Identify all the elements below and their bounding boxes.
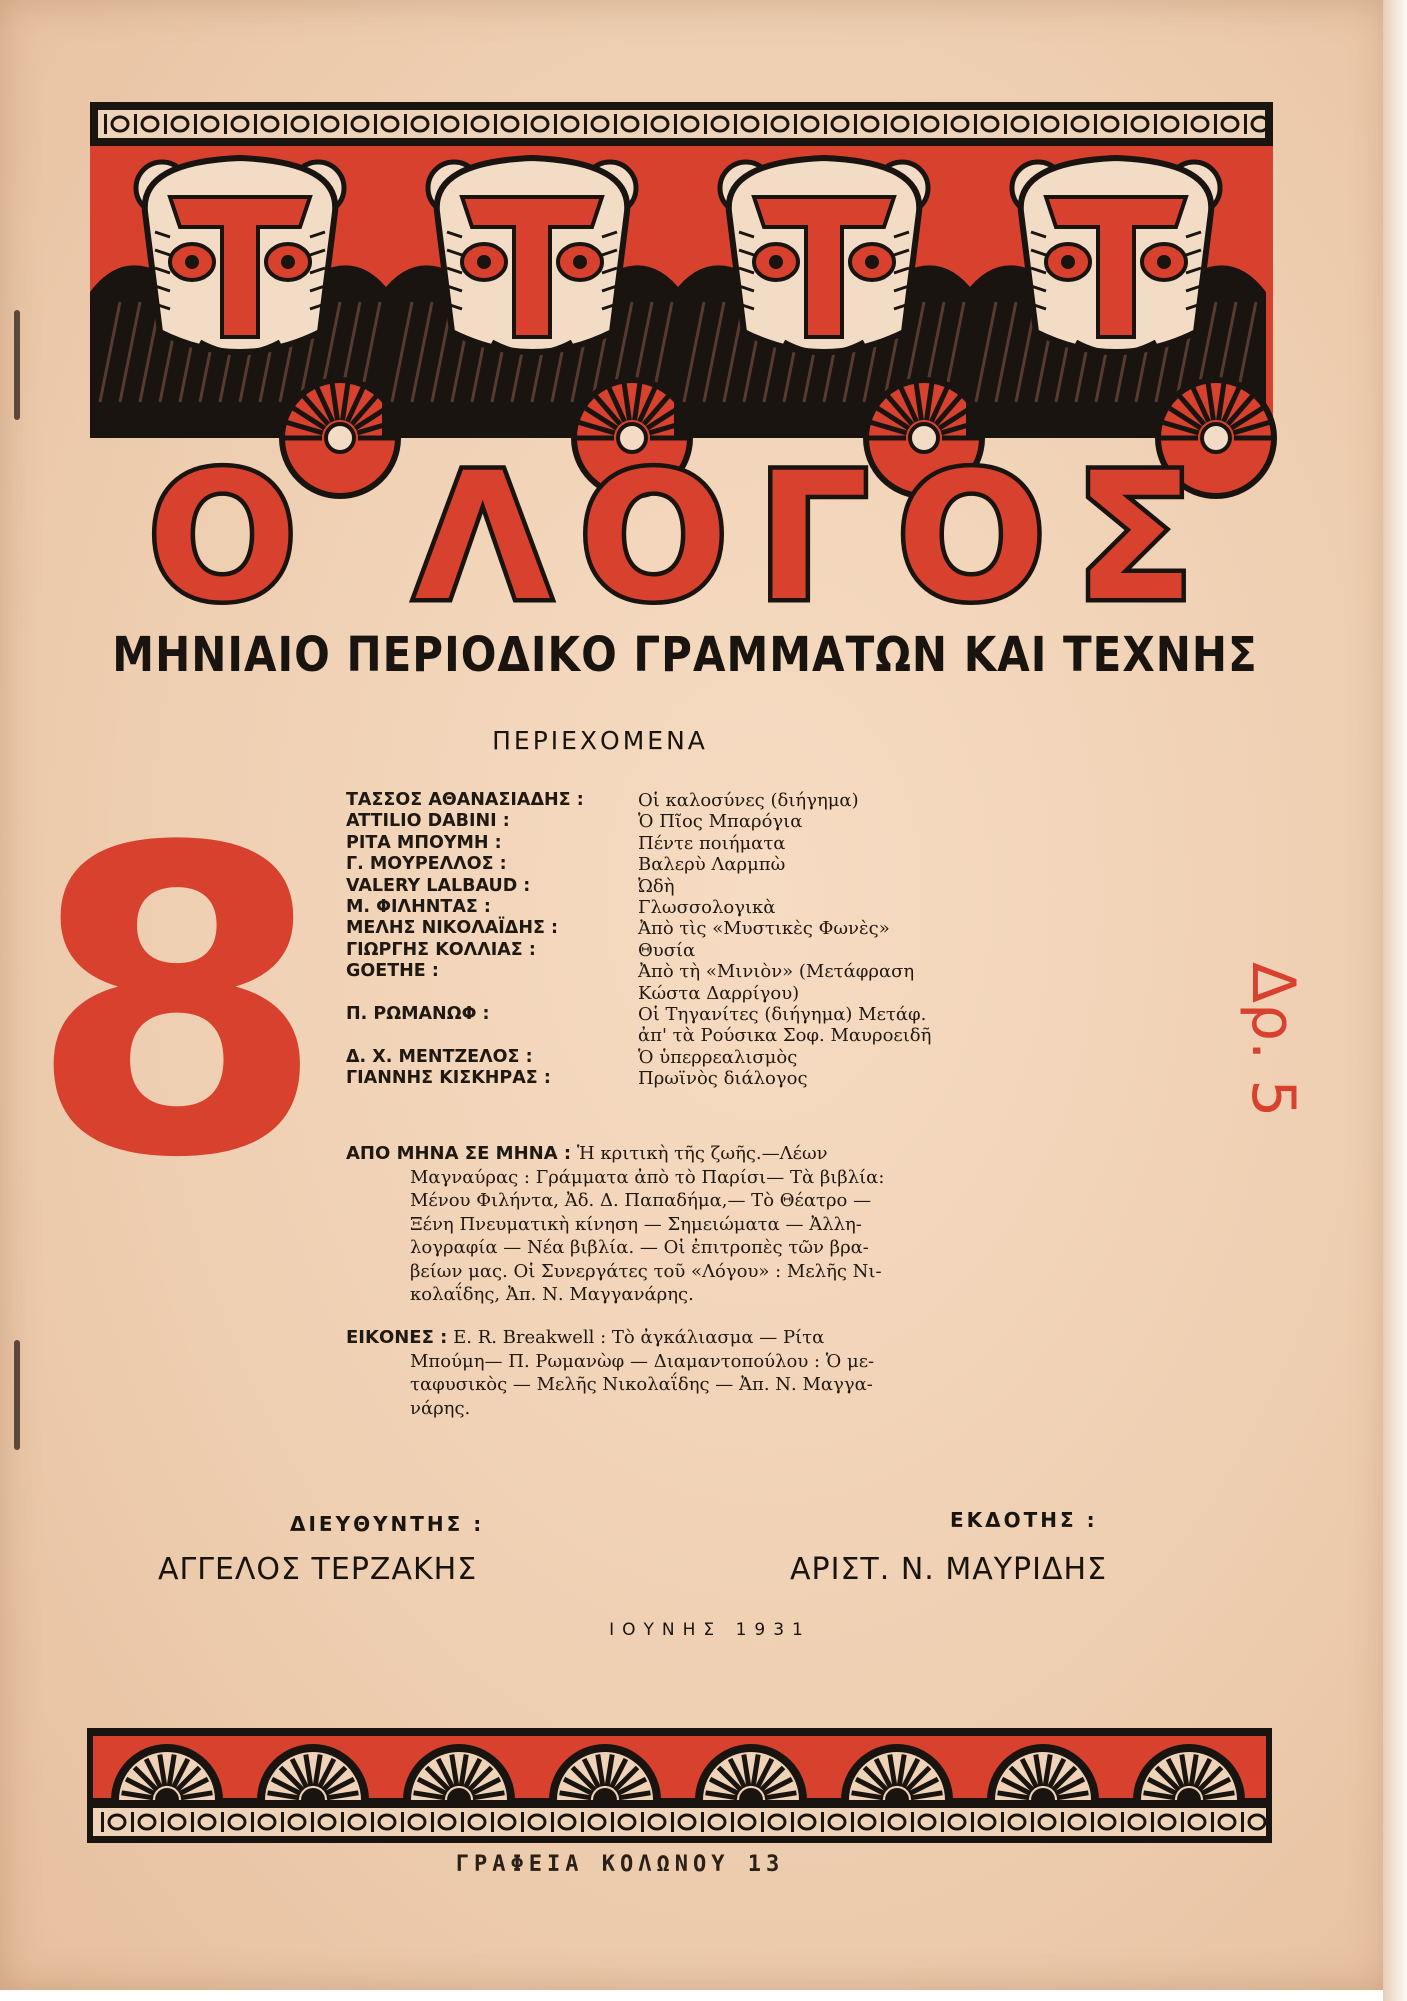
toc-entry <box>346 811 1006 832</box>
toc-title: Οἱ Τηγανίτες (διήγημα) Μετάφ. <box>638 1004 927 1026</box>
toc-title: Ἀπὸ τὶς «Μυστικὲς Φωνὲς» <box>638 918 890 940</box>
toc-author: ΤΑΣΣΟΣ ΑΘΑΝΑΣΙΑΔΗΣ : <box>346 790 584 810</box>
bottom-frieze <box>87 1728 1272 1843</box>
section-label: ΑΠΟ ΜΗΝΑ ΣΕ ΜΗΝΑ : <box>346 1143 572 1164</box>
lion-head-frieze <box>90 102 1273 438</box>
toc-author: Γ. ΜΟΥΡΕΛΛΟΣ : <box>346 854 507 875</box>
section-text: βείων μας. Οἱ Συνεργάτες τοῦ «Λόγου» : Μελῆς Νι- <box>410 1260 882 1282</box>
toc-author: VALERY LALBAUD : <box>346 875 531 896</box>
toc-author: ΡΙΤΑ ΜΠΟΥΜΗ : <box>346 832 502 853</box>
contents-heading: ΠΕΡΙΕΧΟΜΕΝΑ <box>492 726 708 755</box>
toc-author: ΓΙΑΝΝΗΣ ΚΙΣΚΗΡΑΣ : <box>346 1068 551 1089</box>
masthead-title <box>105 435 1265 640</box>
toc-entry <box>346 1047 1006 1068</box>
toc-author: GOETHE : <box>346 961 439 982</box>
toc-author <box>346 983 638 1004</box>
toc-entry <box>346 833 1006 854</box>
svg-text:Δρ. 5: Δρ. 5 <box>1238 962 1308 1118</box>
toc-entry <box>346 961 1006 982</box>
offices-address: ΓΡΑΦΕΙΑ ΚΟΛΩΝΟΥ 13 <box>455 1852 785 1877</box>
section-text: ταφυσικὸς — Μελῆς Νικολαΐδης — Ἀπ. Ν. Μαγγα- <box>410 1374 873 1395</box>
toc-title: Ὠδὴ <box>638 875 675 897</box>
toc-title: Πρωϊνὸς διάλογος <box>638 1068 808 1090</box>
table-of-contents <box>346 790 1006 1090</box>
toc-entry <box>346 876 1006 897</box>
toc-title: Ὁ ὑπερρεαλισμὸς <box>638 1046 798 1068</box>
toc-entry <box>346 983 1006 1004</box>
masthead-subtitle: ΜΗΝΙΑΙΟ ΠΕΡΙΟΔΙΚΟ ΓΡΑΜΜΑΤΩΝ ΚΑΙ ΤΕΧΝΗΣ <box>112 626 1258 683</box>
section-text: Μαγναύρας : Γράμματα ἀπὸ τὸ Παρίσι— Τὰ βιβλία: <box>410 1166 885 1188</box>
toc-author <box>346 1025 638 1046</box>
toc-entry <box>346 1004 1006 1025</box>
section-text: Ξένη Πνευματικὴ κίνηση — Σημειώματα — Ἀλλη- <box>410 1213 862 1235</box>
section-text: νάρης. <box>410 1397 471 1419</box>
toc-title: Θυσία <box>638 939 696 961</box>
toc-entry <box>346 1025 1006 1046</box>
staple <box>14 1340 20 1450</box>
section-label: ΕΙΚΟΝΕΣ : <box>346 1327 448 1348</box>
toc-title: ἀπ' τὰ Ρούσικα Σοφ. Μαυροειδῆ <box>638 1025 932 1047</box>
toc-entry <box>346 790 1006 811</box>
section-text: Μπούμη— Π. Ρωμανὼφ — Διαμαντοπούλου : Ὁ με- <box>410 1350 875 1372</box>
section-text: Μένου Φιλήντα, Ἀδ. Δ. Παπαδήμα,— Τὸ Θέατρο — <box>410 1190 872 1211</box>
month-to-month-section <box>346 1142 996 1307</box>
publisher-label: ΕΚΔΟΤΗΣ : <box>950 1508 1098 1532</box>
issue-date: ΙΟΥΝΗΣ 1931 <box>609 1620 811 1640</box>
toc-title: Ἀπὸ τὴ «Μινιὸν» (Μετάφραση <box>638 961 915 983</box>
section-text: λογραφία — Νέα βιβλία. — Οἱ ἐπιτροπὲς τῶν βρα- <box>410 1237 869 1258</box>
toc-entry <box>346 918 1006 939</box>
toc-title: Κώστα Δαρρίγου) <box>638 982 800 1004</box>
director-name: ΑΓΓΕΛΟΣ ΤΕΡΖΑΚΗΣ <box>158 1552 478 1587</box>
toc-title: Ὁ Πῖος Μπαρόγια <box>638 811 803 833</box>
toc-author: ΓΙΩΡΓΗΣ ΚΟΛΛΙΑΣ : <box>346 939 536 960</box>
toc-author: Π. ΡΩΜΑΝΩΦ : <box>346 1004 490 1025</box>
toc-title: Πέντε ποιήματα <box>638 832 786 854</box>
section-text: κολαΐδης, Ἀπ. Ν. Μαγγανάρης. <box>410 1284 694 1305</box>
images-section <box>346 1326 996 1420</box>
toc-entry <box>346 940 1006 961</box>
toc-entry <box>346 1068 1006 1089</box>
toc-title: Γλωσσολογικὰ <box>638 897 776 919</box>
toc-author: Δ. Χ. ΜΕΝΤΖΕΛΟΣ : <box>346 1046 533 1067</box>
toc-entry <box>346 897 1006 918</box>
staple <box>14 310 20 420</box>
section-text: E. R. Breakwell : Τὸ ἀγκάλιασμα — Ρίτα <box>453 1327 825 1348</box>
issue-number <box>27 760 327 1251</box>
section-text: Ἡ κριτικὴ τῆς ζωῆς.—Λέων <box>576 1143 828 1164</box>
toc-entry <box>346 854 1006 875</box>
svg-text:8: 8 <box>27 760 327 1251</box>
toc-author: Μ. ΦΙΛΗΝΤΑΣ : <box>346 897 491 918</box>
price-mark <box>1175 952 1308 1212</box>
director-label: ΔΙΕΥΘΥΝΤΗΣ : <box>290 1512 485 1536</box>
toc-author: ΜΕΛΗΣ ΝΙΚΟΛΑΪΔΗΣ : <box>346 918 559 939</box>
toc-title: Βαλερὺ Λαρμπὼ <box>638 854 786 876</box>
page-edge <box>1383 0 1407 2001</box>
publisher-name: ΑΡΙΣΤ. Ν. ΜΑΥΡΙΔΗΣ <box>790 1552 1108 1587</box>
toc-author: ATTILIO DABINI : <box>346 811 510 832</box>
svg-text:Ο ΛΟΓΟΣ: Ο ΛΟΓΟΣ <box>147 435 1223 640</box>
toc-title: Οἱ καλοσύνες (διήγημα) <box>638 790 859 811</box>
